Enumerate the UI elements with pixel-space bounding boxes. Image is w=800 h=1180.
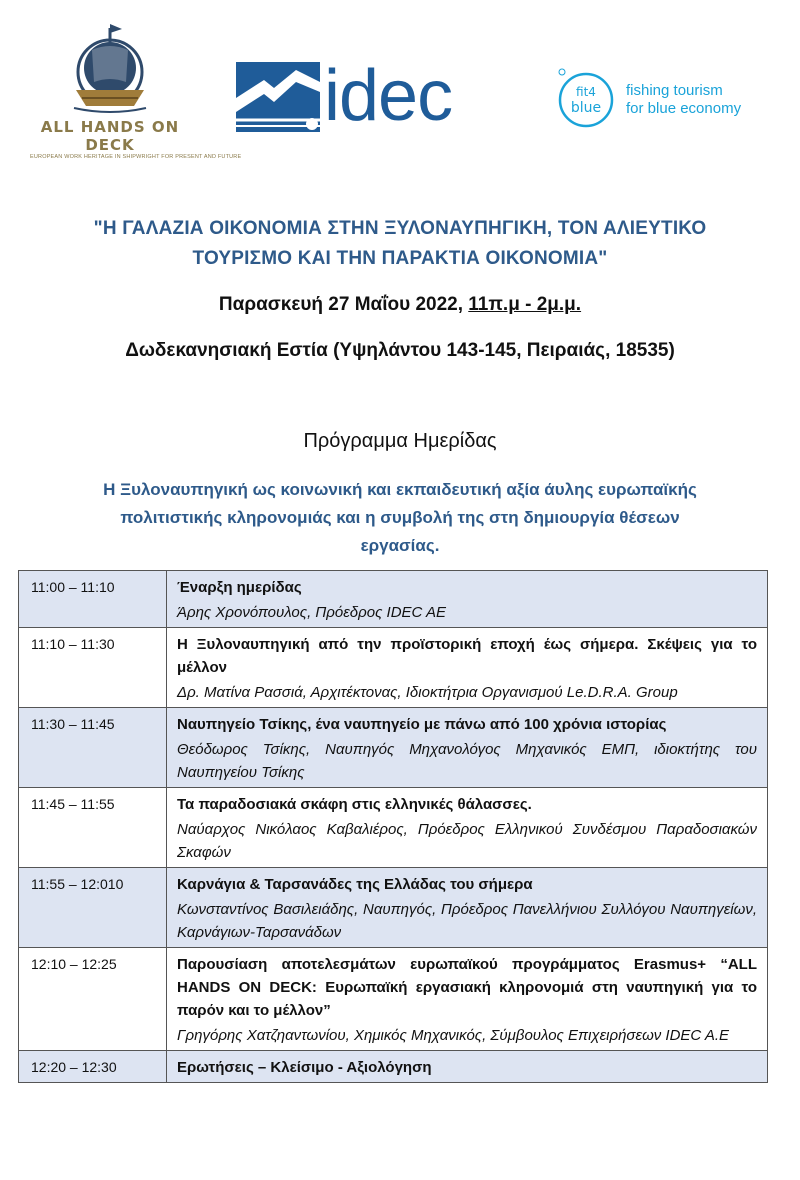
logo-bar [0,0,800,180]
session-cell [167,571,768,628]
event-title-line1: "Η ΓΑΛΑΖΙΑ ΟΙΚΟΝΟΜΙΑ ΣΤΗΝ ΞΥΛΟΝΑΥΠΗΓΙΚΗ, ΤΟΝ ΑΛΙΕΥΤΙΚΟ [93,218,707,239]
session-speaker: Γρηγόρης Χατζηαντωνίου, Χημικός Μηχανικός, Σύμβουλος Επιχειρήσεων IDEC A.E [177,1027,730,1044]
event-venue: Δωδεκανησιακή Εστία (Υψηλάντου 143-145, Πειραιάς, 18535) [125,340,675,361]
fit4blue-tagline-line1: fishing tourism [626,82,723,99]
program-subtitle [40,476,760,560]
session-time: 12:20 – 12:30 [19,1051,167,1083]
idec-logo [236,56,496,138]
event-time: 11π.μ - 2μ.μ. [468,294,582,315]
session-title: Ναυπηγείο Τσίκης, ένα ναυπηγείο με πάνω από 100 χρόνια ιστορίας [177,716,667,733]
session-time: 11:10 – 11:30 [19,628,167,708]
session-time: 11:30 – 11:45 [19,708,167,788]
all-hands-on-deck-logo [30,20,242,170]
session-title: Καρνάγια & Ταρσανάδες της Ελλάδας του σήμερα [177,876,533,893]
event-title-line2: ΤΟΥΡΙΣΜΟ ΚΑΙ ΤΗΝ ΠΑΡΑΚΤΙΑ ΟΙΚΟΝΟΜΙΑ" [192,248,608,269]
session-speaker: Θεόδωρος Τσίκης, Ναυπηγός Μηχανολόγος Μηχανικός ΕΜΠ, ιδιοκτήτης του Ναυπηγείου Τσίκης [177,741,757,781]
session-time: 11:45 – 11:55 [19,788,167,868]
table-row [19,708,768,788]
session-title: Η Ξυλοναυπηγική από την προϊστορική εποχή έως σήμερα. Σκέψεις για το μέλλον [177,636,757,676]
table-row [19,868,768,948]
session-cell [167,948,768,1051]
table-row [19,1051,768,1083]
fit4blue-logo [556,62,786,138]
program-subtitle-line2: πολιτιστικής κληρονομιάς και η συμβολή της στη δημιουργία θέσεων [120,508,680,527]
session-cell [167,788,768,868]
session-speaker: Άρης Χρονόπουλος, Πρόεδρος IDEC AE [177,604,446,621]
session-cell [167,868,768,948]
program-subtitle-line1: Η Ξυλοναυπηγική ως κοινωνική και εκπαιδευτική αξία άυλης ευρωπαϊκής [103,480,697,499]
session-time: 11:55 – 12:010 [19,868,167,948]
session-title: Τα παραδοσιακά σκάφη στις ελληνικές θάλασσες. [177,796,532,813]
event-date-prefix: Παρασκευή 27 Μαΐου 2022, [218,294,469,315]
session-title: Παρουσίαση αποτελεσμάτων ευρωπαϊκού προγράμματος Erasmus+ “ALL HANDS ON DECK: Ευρωπαϊκή εργασιακή κληρονομιά στη ναυπηγική για το παρόν και το μέλλον” [177,956,757,1019]
session-speaker: Ναύαρχος Νικόλαος Καβαλιέρος, Πρόεδρος Ελληνικού Συνδέσμου Παραδοσιακών Σκαφών [177,821,757,861]
idec-mark-icon [236,62,320,132]
event-date [0,294,800,316]
table-row [19,948,768,1051]
fit4blue-tagline [626,82,741,118]
session-time: 12:10 – 12:25 [19,948,167,1051]
svg-text:fit4: fit4 [576,85,596,99]
fit4blue-tagline-line2: for blue economy [626,100,742,117]
program-subtitle-line3: εργασίας. [360,536,440,555]
svg-text:blue: blue [570,100,602,116]
session-cell [167,1051,768,1083]
table-row [19,628,768,708]
session-title: Ερωτήσεις – Κλείσιμο - Αξιολόγηση [177,1059,432,1076]
schedule-table [18,570,768,1083]
table-row [19,571,768,628]
session-cell [167,708,768,788]
ship-emblem-icon [64,20,156,116]
session-title: Έναρξη ημερίδας [177,579,302,596]
table-row [19,788,768,868]
session-speaker: Δρ. Ματίνα Ρασσιά, Αρχιτέκτονας, Ιδιοκτήτρια Οργανισμού Le.D.R.A. Group [177,684,678,701]
program-title: Πρόγραμμα Ημερίδας [303,430,497,452]
session-speaker: Κωνσταντίνος Βασιλειάδης, Ναυπηγός, Πρόεδρος Πανελλήνιου Συλλόγου Ναυπηγείων, Καρνάγιων-Ταρσανάδων [177,901,757,941]
session-cell [167,628,768,708]
ahod-subtitle: EUROPEAN WORK HERITAGE IN SHIPWRIGHT FOR PRESENT AND FUTURE [30,154,242,160]
idec-wordmark: idec [324,56,453,136]
event-title [20,214,780,274]
session-time: 11:00 – 11:10 [19,571,167,628]
fit4blue-mark-icon [556,62,618,132]
ahod-title: ALL HANDS ON DECK [40,118,180,154]
